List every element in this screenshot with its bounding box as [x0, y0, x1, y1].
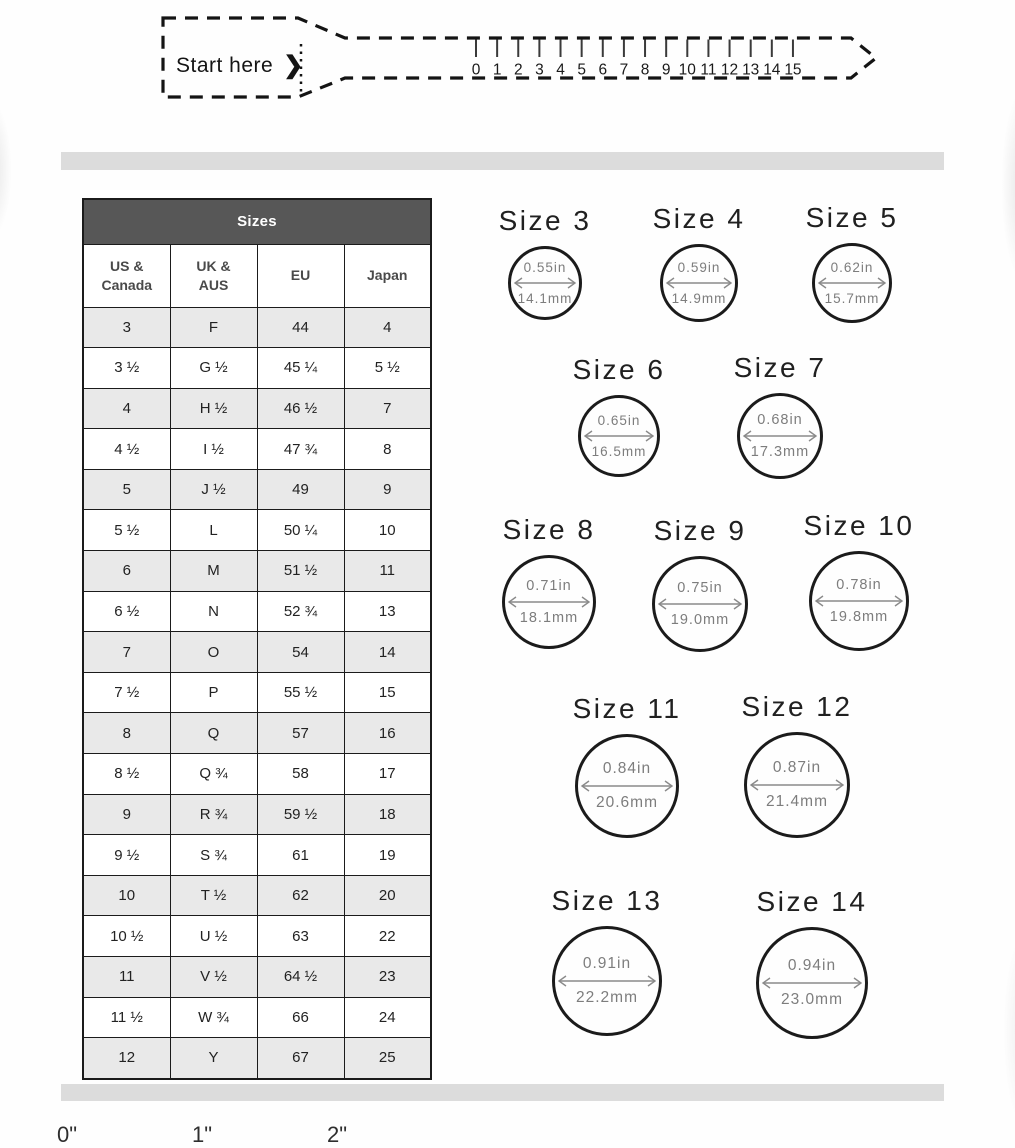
ring-size-title: Size 13	[551, 885, 663, 916]
ruler-tick-label: 9	[661, 61, 671, 79]
table-row	[83, 835, 431, 876]
size-cell: T ½	[170, 875, 257, 916]
size-cell: 49	[257, 469, 344, 510]
column-header: EU	[257, 244, 344, 307]
diameter-millimeters: 22.2mm	[576, 989, 638, 1006]
size-cell: 61	[257, 835, 344, 876]
size-cell: 59 ½	[257, 794, 344, 835]
size-cell: 10	[83, 875, 170, 916]
ruler-tick-label: 2	[513, 61, 523, 79]
size-cell: Q ¾	[170, 754, 257, 795]
ring-size-title: Size 14	[756, 886, 868, 917]
table-row	[83, 1038, 431, 1079]
size-cell: 17	[344, 754, 431, 795]
size-cell: 67	[257, 1038, 344, 1079]
ruler-tick-label: 4	[556, 61, 565, 79]
size-cell: P	[170, 672, 257, 713]
size-cell: 8 ½	[83, 754, 170, 795]
ring-size-diagram	[717, 882, 907, 1039]
ring-size-diagram	[702, 687, 892, 838]
ring-size-title: Size 3	[498, 205, 592, 236]
ruler-tick-label: 15	[784, 61, 802, 79]
size-cell: 23	[344, 957, 431, 998]
size-cell: S ¾	[170, 835, 257, 876]
size-conversion-table	[82, 198, 432, 1080]
ruler-tick-label: 0	[471, 61, 481, 79]
ring-circle	[809, 551, 909, 651]
diameter-millimeters: 20.6mm	[596, 794, 658, 811]
ring-circle	[552, 926, 662, 1036]
size-cell: 66	[257, 997, 344, 1038]
size-cell: 11	[344, 551, 431, 592]
table-row	[83, 754, 431, 795]
size-cell: J ½	[170, 469, 257, 510]
size-cell: 11 ½	[83, 997, 170, 1038]
diameter-arrow-icon	[580, 778, 674, 794]
diameter-inches: 0.68in	[757, 412, 803, 428]
size-cell: O	[170, 632, 257, 673]
table-row	[83, 551, 431, 592]
ring-circle	[508, 246, 582, 320]
diameter-millimeters: 23.0mm	[781, 991, 843, 1008]
size-cell: 58	[257, 754, 344, 795]
ring-circle	[812, 243, 892, 323]
size-cell: L	[170, 510, 257, 551]
size-cell: 25	[344, 1038, 431, 1079]
diameter-millimeters: 19.0mm	[670, 612, 730, 628]
size-cell: 7	[344, 388, 431, 429]
ruler-tick-label: 3	[535, 61, 544, 79]
inch-ruler-label: 0"	[57, 1122, 78, 1147]
diameter-inches: 0.78in	[836, 577, 882, 593]
table-row	[83, 429, 431, 470]
ring-circle	[652, 556, 748, 652]
diameter-millimeters: 16.5mm	[591, 444, 647, 459]
size-cell: 14	[344, 632, 431, 673]
page-curl-shading-right-lower	[1003, 930, 1015, 1130]
size-cell: 16	[344, 713, 431, 754]
size-cell: 62	[257, 875, 344, 916]
ruler-tick-label: 5	[577, 61, 586, 79]
size-cell: 46 ½	[257, 388, 344, 429]
size-cell: 6 ½	[83, 591, 170, 632]
size-cell: U ½	[170, 916, 257, 957]
diameter-inches: 0.55in	[523, 260, 567, 275]
table-row	[83, 469, 431, 510]
size-cell: 4	[83, 388, 170, 429]
start-here-label: Start here	[176, 54, 274, 77]
ring-sizer-strip	[0, 0, 1015, 120]
ruler-tick-label: 8	[640, 61, 650, 79]
size-cell: R ¾	[170, 794, 257, 835]
start-here-label-group	[176, 48, 303, 84]
ring-circle	[737, 393, 823, 479]
size-cell: Y	[170, 1038, 257, 1079]
divider-bar-bottom	[61, 1084, 944, 1101]
ring-size-title: Size 4	[652, 203, 746, 234]
diameter-arrow-icon	[513, 275, 577, 291]
ring-size-title: Size 5	[805, 202, 899, 233]
size-cell: 8	[344, 429, 431, 470]
size-cell: 15	[344, 672, 431, 713]
ruler-tick-label: 10	[678, 61, 696, 79]
diameter-millimeters: 19.8mm	[829, 609, 889, 625]
diameter-arrow-icon	[583, 428, 655, 444]
ring-size-title: Size 9	[653, 515, 747, 546]
table-row	[83, 794, 431, 835]
size-cell: 63	[257, 916, 344, 957]
size-cell: 64 ½	[257, 957, 344, 998]
diameter-arrow-icon	[749, 777, 845, 793]
size-cell: W ¾	[170, 997, 257, 1038]
table-row	[83, 510, 431, 551]
size-cell: I ½	[170, 429, 257, 470]
diameter-arrow-icon	[665, 275, 733, 291]
size-cell: 12	[83, 1038, 170, 1079]
sizer-ruler-ticks	[472, 40, 802, 79]
size-cell: 44	[257, 307, 344, 348]
diameter-inches: 0.59in	[677, 260, 721, 275]
size-cell: 55 ½	[257, 672, 344, 713]
ring-circle	[502, 555, 596, 649]
size-cell: 47 ¾	[257, 429, 344, 470]
size-cell: 9 ½	[83, 835, 170, 876]
size-cell: 50 ¼	[257, 510, 344, 551]
table-row	[83, 997, 431, 1038]
size-cell: 22	[344, 916, 431, 957]
diameter-millimeters: 14.1mm	[517, 291, 573, 306]
table-column-header-row	[83, 244, 431, 307]
size-cell: 52 ¾	[257, 591, 344, 632]
table-row	[83, 672, 431, 713]
ring-size-title: Size 10	[803, 510, 915, 541]
table-title-row	[83, 199, 431, 244]
inch-ruler-label: 2"	[327, 1122, 348, 1147]
size-cell: 3	[83, 307, 170, 348]
size-cell: 5	[83, 469, 170, 510]
size-cell: 13	[344, 591, 431, 632]
column-header: UK & AUS	[170, 244, 257, 307]
ruler-tick-label: 12	[720, 61, 739, 79]
size-cell: Q	[170, 713, 257, 754]
chevron-right-icon: ❯	[283, 52, 304, 79]
ring-size-title: Size 11	[572, 693, 682, 724]
ring-circle	[578, 395, 660, 477]
diameter-arrow-icon	[817, 275, 887, 291]
ring-size-title: Size 6	[572, 354, 666, 385]
size-cell: 10 ½	[83, 916, 170, 957]
diameter-arrow-icon	[814, 593, 904, 609]
ruler-tick-label: 11	[700, 61, 717, 79]
table-row	[83, 388, 431, 429]
table-row	[83, 916, 431, 957]
size-cell: 8	[83, 713, 170, 754]
size-cell: 57	[257, 713, 344, 754]
inch-ruler-label: 1"	[192, 1122, 213, 1147]
ruler-tick-label: 1	[492, 61, 502, 79]
diameter-inches: 0.87in	[772, 759, 822, 776]
size-cell: 6	[83, 551, 170, 592]
column-header: US & Canada	[83, 244, 170, 307]
size-cell: 3 ½	[83, 348, 170, 389]
diameter-inches: 0.62in	[830, 260, 874, 275]
page-curl-shading-left	[0, 100, 12, 240]
size-cell: 7 ½	[83, 672, 170, 713]
diameter-arrow-icon	[761, 975, 863, 991]
size-cell: 45 ¼	[257, 348, 344, 389]
size-cell: 9	[83, 794, 170, 835]
diameter-millimeters: 14.9mm	[671, 291, 727, 306]
size-cell: 11	[83, 957, 170, 998]
ring-circle	[744, 732, 850, 838]
table-row	[83, 632, 431, 673]
size-cell: 10	[344, 510, 431, 551]
ring-size-title: Size 8	[502, 514, 596, 545]
diameter-millimeters: 17.3mm	[750, 444, 810, 460]
size-cell: 51 ½	[257, 551, 344, 592]
diameter-arrow-icon	[657, 596, 743, 612]
table-row	[83, 875, 431, 916]
ring-circle	[660, 244, 738, 322]
ring-size-diagram	[685, 348, 875, 479]
ring-circle	[756, 927, 868, 1039]
size-cell: G ½	[170, 348, 257, 389]
ring-size-title: Size 7	[733, 352, 827, 383]
size-cell: N	[170, 591, 257, 632]
diameter-millimeters: 18.1mm	[519, 610, 579, 626]
diameter-inches: 0.75in	[677, 580, 723, 596]
table-row	[83, 591, 431, 632]
diameter-inches: 0.71in	[526, 578, 572, 594]
ring-circle	[575, 734, 679, 838]
ring-size-diagram	[757, 198, 947, 323]
ruler-tick-label: 14	[763, 61, 781, 79]
size-cell: 54	[257, 632, 344, 673]
ring-size-diagram	[764, 506, 954, 651]
size-cell: F	[170, 307, 257, 348]
diameter-millimeters: 21.4mm	[766, 793, 828, 810]
diameter-inches: 0.91in	[582, 955, 632, 972]
table-row	[83, 713, 431, 754]
size-cell: M	[170, 551, 257, 592]
size-cell: 4	[344, 307, 431, 348]
size-cell: 20	[344, 875, 431, 916]
diameter-arrow-icon	[742, 428, 818, 444]
diameter-millimeters: 15.7mm	[824, 291, 880, 306]
diameter-arrow-icon	[557, 973, 657, 989]
diameter-inches: 0.94in	[787, 957, 837, 974]
size-cell: 7	[83, 632, 170, 673]
ring-size-title: Size 12	[741, 691, 853, 722]
size-cell: 18	[344, 794, 431, 835]
table-title: Sizes	[83, 199, 431, 244]
table-row	[83, 348, 431, 389]
ruler-tick-label: 13	[742, 61, 760, 79]
table-row	[83, 307, 431, 348]
ruler-tick-label: 6	[598, 61, 608, 79]
size-cell: 9	[344, 469, 431, 510]
size-cell: 19	[344, 835, 431, 876]
size-cell: 24	[344, 997, 431, 1038]
ring-size-diagram	[532, 689, 722, 838]
ring-size-diagram	[512, 881, 702, 1036]
diameter-inches: 0.84in	[602, 760, 652, 777]
diameter-arrow-icon	[507, 594, 591, 610]
size-cell: 4 ½	[83, 429, 170, 470]
ruler-tick-label: 7	[619, 61, 629, 79]
size-cell: 5 ½	[83, 510, 170, 551]
column-header: Japan	[344, 244, 431, 307]
table-row	[83, 957, 431, 998]
size-cell: 5 ½	[344, 348, 431, 389]
size-cell: V ½	[170, 957, 257, 998]
size-cell: H ½	[170, 388, 257, 429]
diameter-inches: 0.65in	[597, 413, 641, 428]
divider-bar-top	[61, 152, 944, 170]
